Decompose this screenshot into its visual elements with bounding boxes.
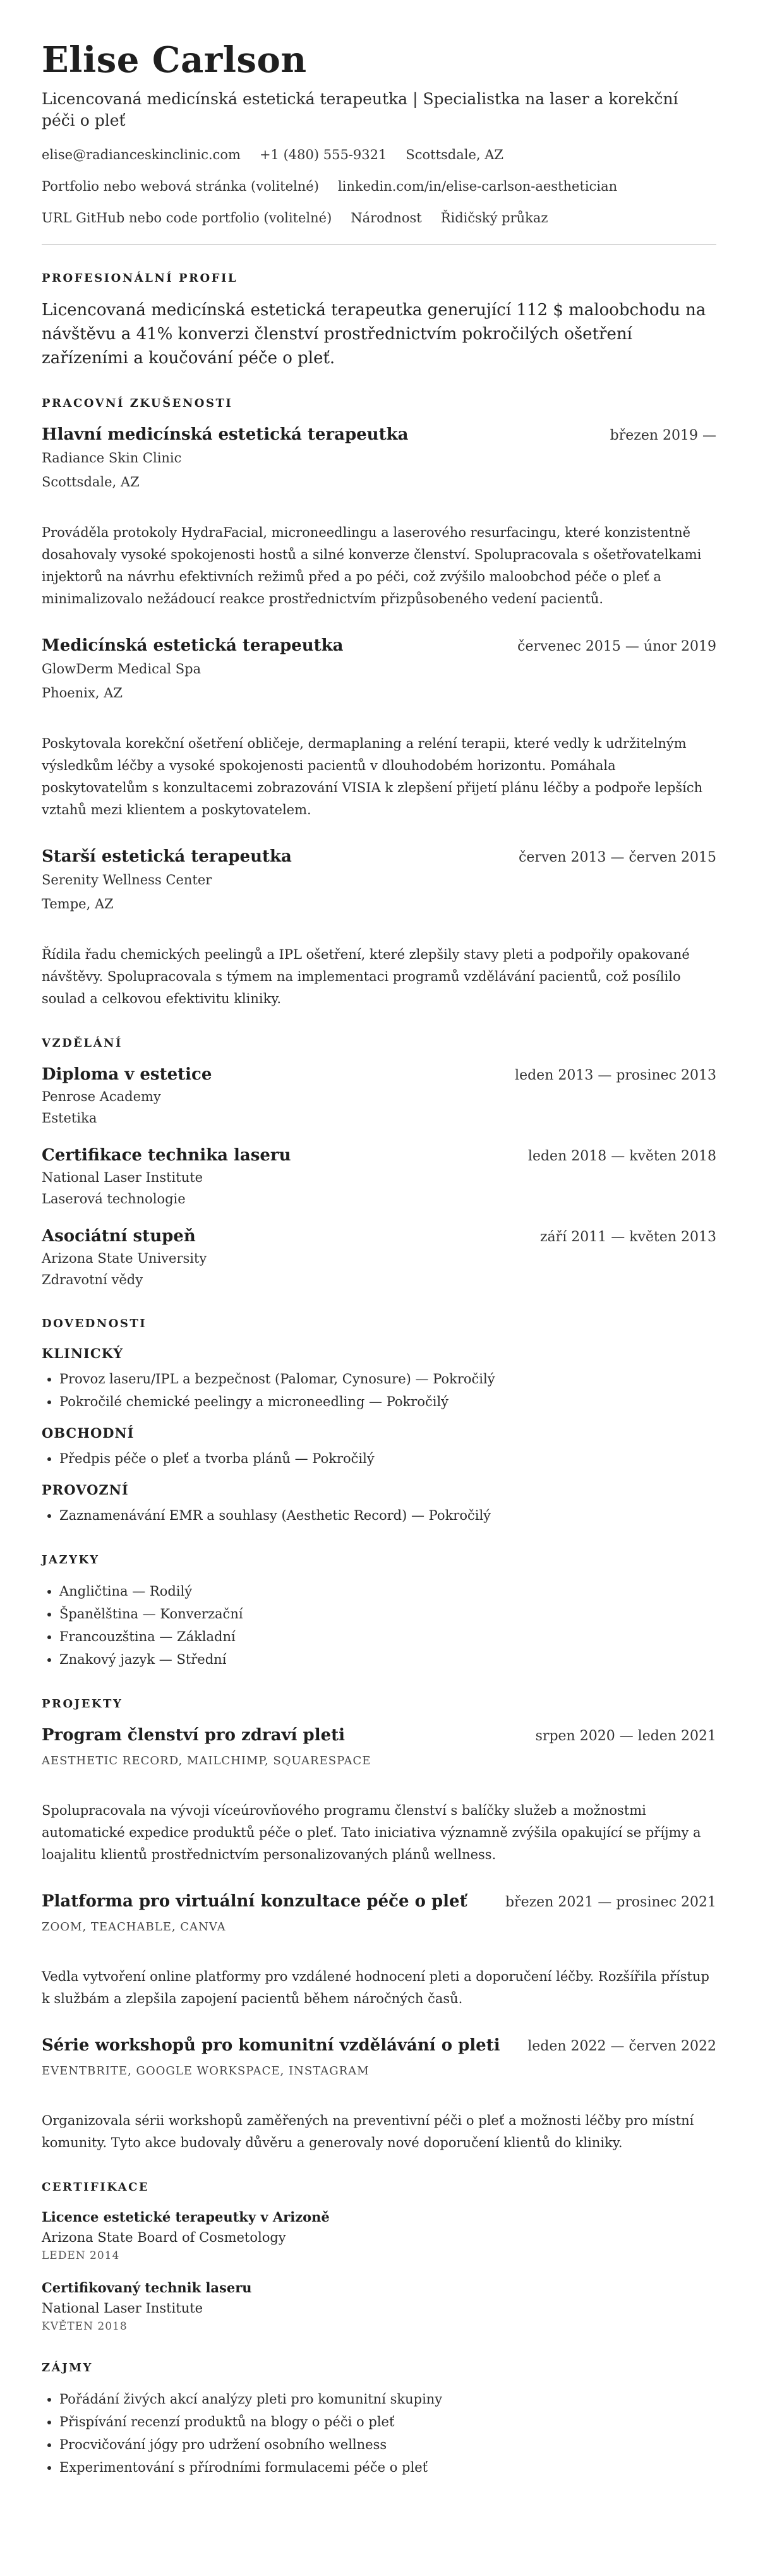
email[interactable]: elise@radianceskinclinic.com — [42, 147, 241, 162]
certification-issuer: National Laser Institute — [42, 2301, 203, 2316]
company: GlowDerm Medical Spa — [42, 661, 202, 677]
skill-item: • Pokročilé chemické peelingy a microneedling — Pokročilý — [59, 1390, 716, 1413]
school: National Laser Institute — [42, 1170, 203, 1185]
skill-group-title: KLINICKÝ — [42, 1345, 124, 1361]
degree: Certifikace technika laseru — [42, 1146, 291, 1165]
interest-item: • Procvičování jógy pro udržení osobního wellness — [59, 2433, 716, 2456]
project-description: Spolupracovala na vývoji víceúrovňového programu členství s balíčky služeb a možnostmi automatické expedice produktů péče o pleť. Tato iniciativa významně zvýšila opakující se příjmy a loajalitu klientů prostřednictvím personalizovaných plánů wellness. — [42, 1803, 701, 1862]
contact-row-3 — [42, 208, 716, 227]
field: Laserová technologie — [42, 1191, 186, 1207]
header-divider — [42, 244, 716, 245]
project-date: leden 2022 — červen 2022 — [527, 2038, 716, 2054]
job-title: Hlavní medicínská estetická terapeutka — [42, 425, 409, 444]
section-title: PROFESIONÁLNÍ PROFIL — [42, 272, 238, 285]
experience-entry — [42, 423, 716, 610]
github-label: URL GitHub nebo code portfolio (volitelné) — [42, 210, 332, 226]
project-description: Organizovala sérii workshopů zaměřených na preventivní péči o pleť a možnosti léčby pro místní komunity. Tyto akce budovaly důvěru a generovaly nové doporučení klientů do kliniky. — [42, 2113, 694, 2150]
job-description: Řídila řadu chemických peelingů a IPL ošetření, které zlepšily stavy pleti a podpořily opakované návštěvy. Spolupracovala s týmem na implementaci programů vzdělávání pacientů, což posílilo soulad a celkovou efektivitu kliniky. — [42, 947, 690, 1006]
education-section — [42, 1035, 716, 1291]
portfolio-label: Portfolio nebo webová stránka (volitelné) — [42, 179, 319, 194]
skill-group-title: PROVOZNÍ — [42, 1482, 129, 1498]
education-entry — [42, 1144, 716, 1210]
job-date: červen 2013 — červen 2015 — [519, 850, 716, 865]
resume-header — [42, 38, 716, 227]
certification-entry — [42, 2207, 716, 2264]
job-location: Scottsdale, AZ — [42, 474, 140, 490]
field: Zdravotní vědy — [42, 1272, 143, 1287]
section-title: JAZYKY — [42, 1553, 100, 1567]
certification-name: Certifikovaný technik laseru — [42, 2280, 252, 2296]
job-location: Phoenix, AZ — [42, 685, 123, 701]
job-date: červenec 2015 — únor 2019 — [517, 639, 716, 654]
section-title: ZÁJMY — [42, 2361, 93, 2374]
job-description: Poskytovala korekční ošetření obličeje, dermaplaning a reléní terapii, které vedly k udržitelným výsledkům léčby a vysoké spokojenosti pacientů v dlouhodobém horizontu. Pomáhala poskytovatelům s konzultacemi zobrazování VISIA k zlepšení přijetí plánu léčby a podpoře lepších vztahů mezi klientem a poskytovatelem. — [42, 736, 703, 817]
experience-section — [42, 395, 716, 1010]
degree: Diploma v estetice — [42, 1065, 212, 1084]
school: Penrose Academy — [42, 1089, 161, 1104]
skill-list — [42, 1504, 716, 1527]
contact-row-1 — [42, 145, 716, 164]
project-description: Vedla vytvoření online platformy pro vzdálené hodnocení pleti a doporučení léčby. Rozšířila přístup k službám a zlepšila zapojení pacientů během náročných časů. — [42, 1969, 709, 2006]
skills-section — [42, 1316, 716, 1527]
profile-section — [42, 270, 716, 370]
project-name: Program členství pro zdraví pleti — [42, 1726, 345, 1745]
drivers-license-label: Řidičský průkaz — [440, 210, 548, 226]
section-title: PROJEKTY — [42, 1697, 123, 1711]
job-location: Tempe, AZ — [42, 896, 114, 912]
language-item: • Španělština — Konverzační — [59, 1603, 716, 1625]
education-entry — [42, 1063, 716, 1129]
language-item: • Francouzština — Základní — [59, 1625, 716, 1648]
language-item: • Angličtina — Rodilý — [59, 1580, 716, 1603]
certification-entry — [42, 2278, 716, 2335]
certification-date: KVĚTEN 2018 — [42, 2320, 128, 2333]
section-title: DOVEDNOSTI — [42, 1317, 147, 1330]
project-entry — [42, 2034, 716, 2154]
job-description: Prováděla protokoly HydraFacial, microneedlingu a laserového resurfacingu, které konzistentně dosahovaly vysoké spokojenosti hostů a silné konverze členství. Spolupracovala s ošetřovatelkami injektorů na návrhu efektivních režimů před a po péči, což zvýšilo maloobchod péče o pleť a minimalizovalo nežádoucí reakce prostřednictvím přizpůsobeného vedení pacientů. — [42, 525, 702, 606]
project-tech: ZOOM, TEACHABLE, CANVA — [42, 1920, 226, 1934]
project-entry — [42, 1724, 716, 1866]
language-list — [42, 1580, 716, 1671]
project-name: Série workshopů pro komunitní vzdělávání o pleti — [42, 2036, 500, 2055]
degree: Asociátní stupeň — [42, 1227, 196, 1246]
company: Radiance Skin Clinic — [42, 450, 182, 466]
profile-text: Licencovaná medicínská estetická terapeutka generující 112 $ maloobchodu na návštěvu a 41% konverzi členství prostřednictvím pokročilých ošetření zařízeními a koučování péče o pleť. — [42, 301, 706, 368]
skill-group-title: OBCHODNÍ — [42, 1425, 135, 1441]
skill-item: • Předpis péče o pleť a tvorba plánů — Pokročilý — [59, 1447, 716, 1470]
section-title: VZDĚLÁNÍ — [42, 1037, 123, 1050]
project-date: březen 2021 — prosinec 2021 — [505, 1894, 716, 1910]
phone[interactable]: +1 (480) 555-9321 — [259, 147, 387, 162]
education-date: září 2011 — květen 2013 — [539, 1229, 716, 1245]
linkedin-link[interactable]: linkedin.com/in/elise-carlson-aesthetician — [337, 179, 618, 194]
interest-item: • Přispívání recenzí produktů na blogy o péči o pleť — [59, 2410, 716, 2433]
interest-item: • Pořádání živých akcí analýzy pleti pro komunitní skupiny — [59, 2388, 716, 2410]
project-tech: AESTHETIC RECORD, MAILCHIMP, SQUARESPACE — [42, 1754, 371, 1767]
candidate-name: Elise Carlson — [42, 39, 307, 81]
interest-list — [42, 2388, 716, 2479]
education-entry — [42, 1225, 716, 1291]
job-date: březen 2019 — — [610, 428, 716, 443]
education-date: leden 2013 — prosinec 2013 — [515, 1068, 716, 1083]
skill-item: • Provoz laseru/IPL a bezpečnost (Palomar, Cynosure) — Pokročilý — [59, 1368, 716, 1390]
language-item: • Znakový jazyk — Střední — [59, 1648, 716, 1671]
company: Serenity Wellness Center — [42, 872, 212, 888]
skill-item: • Zaznamenávání EMR a souhlasy (Aesthetic Record) — Pokročilý — [59, 1504, 716, 1527]
job-title: Starší estetická terapeutka — [42, 847, 292, 866]
projects-section — [42, 1696, 716, 2154]
skill-list — [42, 1368, 716, 1413]
headline: Licencovaná medicínská estetická terapeutka | Specialistka na laser a korekční péči o pleť — [42, 90, 678, 129]
certification-date: LEDEN 2014 — [42, 2249, 120, 2262]
skill-list — [42, 1447, 716, 1470]
education-date: leden 2018 — květen 2018 — [527, 1148, 716, 1164]
school: Arizona State University — [42, 1251, 207, 1266]
contact-row-2 — [42, 177, 716, 196]
project-date: srpen 2020 — leden 2021 — [535, 1728, 716, 1744]
experience-entry — [42, 845, 716, 1010]
field: Estetika — [42, 1110, 97, 1126]
interest-item: • Experimentování s přírodními formulacemi péče o pleť — [59, 2456, 716, 2479]
nationality-label: Národnost — [351, 210, 422, 226]
project-tech: EVENTBRITE, GOOGLE WORKSPACE, INSTAGRAM — [42, 2064, 370, 2078]
section-title: PRACOVNÍ ZKUŠENOSTI — [42, 397, 233, 410]
languages-section — [42, 1552, 716, 1671]
job-title: Medicínská estetická terapeutka — [42, 636, 344, 655]
interests-section — [42, 2360, 716, 2479]
experience-entry — [42, 634, 716, 821]
certification-name: Licence estetické terapeutky v Arizoně — [42, 2209, 330, 2225]
project-name: Platforma pro virtuální konzultace péče o pleť — [42, 1892, 467, 1911]
section-title: CERTIFIKACE — [42, 2181, 150, 2194]
location: Scottsdale, AZ — [406, 147, 504, 162]
certification-issuer: Arizona State Board of Cosmetology — [42, 2230, 286, 2245]
certifications-section — [42, 2179, 716, 2335]
project-entry — [42, 1890, 716, 2010]
